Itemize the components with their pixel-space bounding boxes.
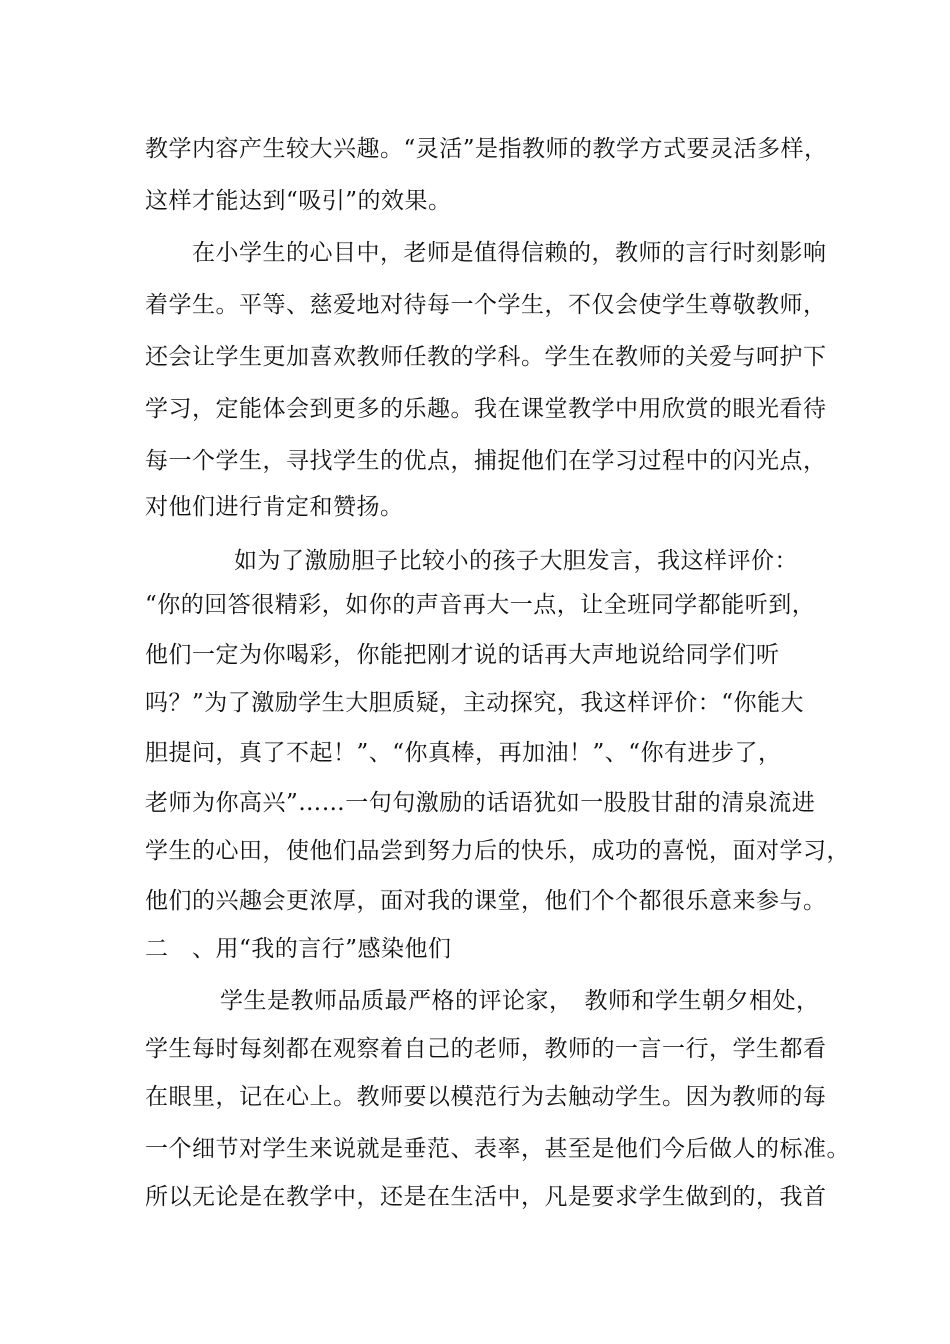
text-line: 每一个学生，寻找学生的优点，捕捉他们在学习过程中的闪光点， (145, 448, 827, 474)
paragraph-start-line: 在小学生的心目中，老师是值得信赖的，教师的言行时刻影响 (192, 240, 827, 266)
text-line: 学生每时每刻都在观察着自己的老师，教师的一言一行，学生都看 (145, 1036, 827, 1062)
text-line: 学生的心田，使他们品尝到努力后的快乐，成功的喜悦，面对学习， (145, 838, 850, 864)
text-line: “你的回答很精彩，如你的声音再大一点，让全班同学都能听到， (145, 592, 816, 618)
paragraph-start-line: 如为了激励胆子比较小的孩子大胆发言，我这样评价： (234, 548, 798, 574)
section-heading: 二 、用“我的言行”感染他们 (145, 936, 452, 962)
text-line: 所以无论是在教学中，还是在生活中，凡是要求学生做到的，我首 (145, 1184, 827, 1210)
text-line: 这样才能达到“吸引”的效果。 (145, 188, 452, 214)
text-line: 还会让学生更加喜欢教师任教的学科。学生在教师的关爱与呵护下 (145, 344, 827, 370)
text-line: 在眼里，记在心上。教师要以模范行为去触动学生。因为教师的每 (145, 1084, 827, 1110)
text-line: 老师为你高兴”……一句句激励的话语犹如一股股甘甜的清泉流进 (145, 790, 816, 816)
text-line: 一个细节对学生来说就是垂范、表率，甚至是他们今后做人的标准。 (145, 1136, 850, 1162)
paragraph-start-line: 学生是教师品质最严格的评论家， 教师和学生朝夕相处， (220, 988, 820, 1014)
text-line: 他们的兴趣会更浓厚，面对我的课堂，他们个个都很乐意来参与。 (145, 888, 827, 914)
text-line: 着学生。平等、慈爱地对待每一个学生，不仅会使学生尊敬教师， (145, 292, 827, 318)
text-line: 教学内容产生较大兴趣。“灵活”是指教师的教学方式要灵活多样， (145, 136, 828, 162)
text-line: 对他们进行肯定和赞扬。 (145, 494, 404, 520)
text-line: 他们一定为你喝彩，你能把刚才说的话再大声地说给同学们听 (145, 642, 780, 668)
text-line: 吗？”为了激励学生大胆质疑，主动探究，我这样评价：“你能大 (145, 690, 805, 716)
text-line: 胆提问，真了不起！”、“你真棒，再加油！”、“你有进步了， (145, 740, 782, 766)
text-line: 学习，定能体会到更多的乐趣。我在课堂教学中用欣赏的眼光看待 (145, 396, 827, 422)
